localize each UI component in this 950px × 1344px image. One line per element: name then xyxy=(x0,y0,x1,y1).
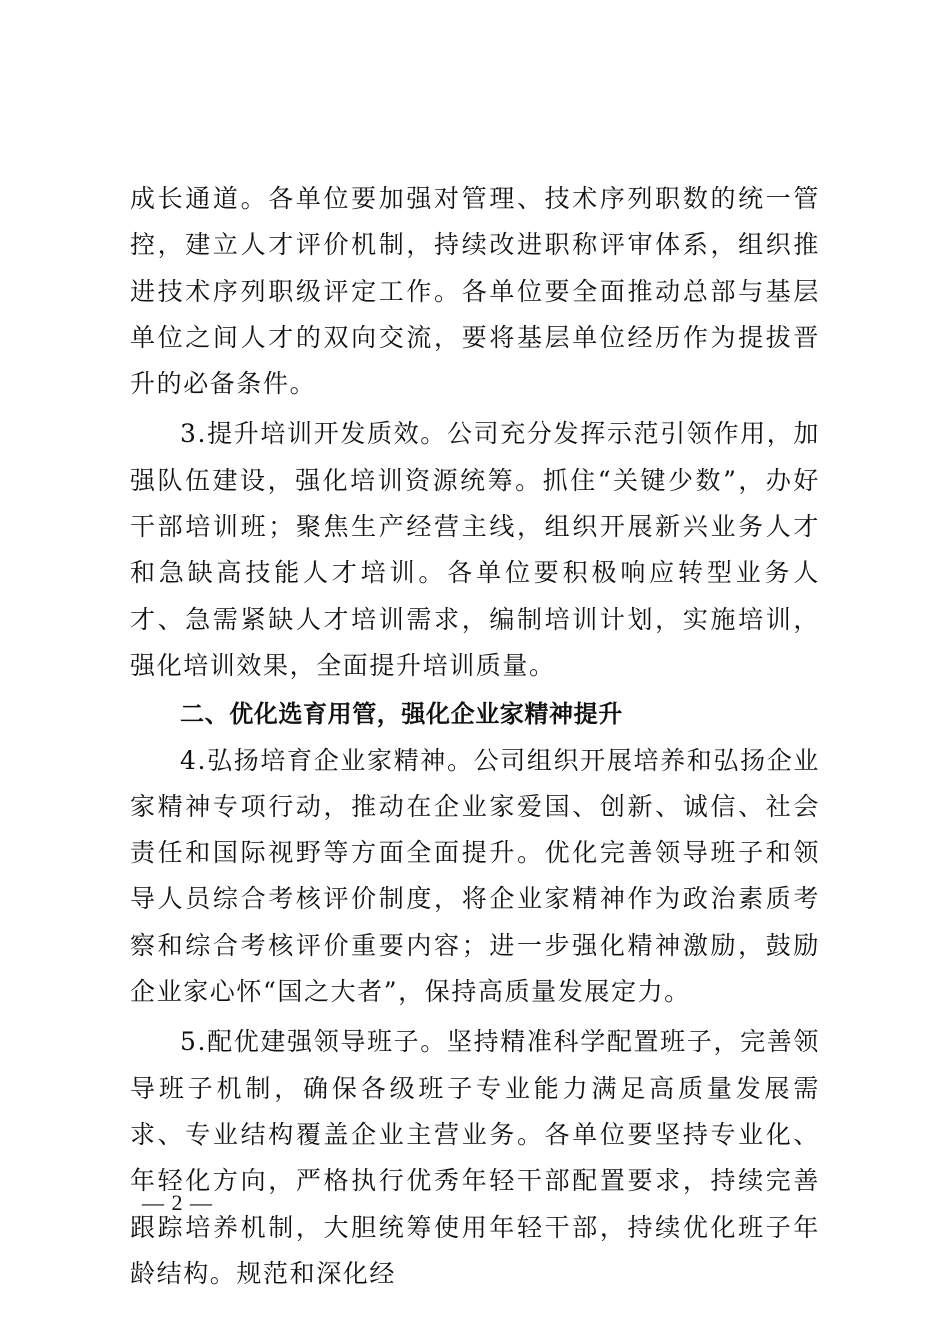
page-number: — 2 — xyxy=(142,1190,213,1215)
paragraph-career-channel: 成长通道。各单位要加强对管理、技术序列职数的统一管控，建立人才评价机制，持续改进职称评审体系，组织推进技术序列职级评定工作。各单位要全面推动总部与基层单位之间人才的双向交流，要将基层单位经历作为提拔晋升的必备条件。 xyxy=(130,184,820,399)
paragraph-leadership-team: 5.配优建强领导班子。坚持精准科学配置班子，完善领导班子机制，确保各级班子专业能力满足高质量发展需求、专业结构覆盖企业主营业务。各单位要坚持专业化、年轻化方向，严格执行优秀年轻干部配置要求，持续完善跟踪培养机制，大胆统筹使用年轻干部，持续优化班子年龄结构。规范和深化经 xyxy=(130,1027,820,1288)
paragraph-training-effectiveness: 3.提升培训开发质效。公司充分发挥示范引领作用，加强队伍建设，强化培训资源统筹。抓住“关键少数”，办好干部培训班；聚焦生产经营主线，组织开展新兴业务人才和急缺高技能人才培训。各单位要积极响应转型业务人才、急需紧缺人才培训需求，编制培训计划，实施培训，强化培训效果，全面提升培训质量。 xyxy=(130,419,820,680)
paragraph-entrepreneur-spirit: 4.弘扬培育企业家精神。公司组织开展培养和弘扬企业家精神专项行动，推动在企业家爱国、创新、诚信、社会责任和国际视野等方面全面提升。优化完善领导班子和领导人员综合考核评价制度，将企业家精神作为政治素质考察和综合考核评价重要内容；进一步强化精神激励，鼓励企业家心怀“国之大者”，保持高质量发展定力。 xyxy=(130,745,820,1007)
section-heading-two: 二、优化选育用管，强化企业家精神提升 xyxy=(180,700,623,729)
document-body xyxy=(130,176,820,1297)
